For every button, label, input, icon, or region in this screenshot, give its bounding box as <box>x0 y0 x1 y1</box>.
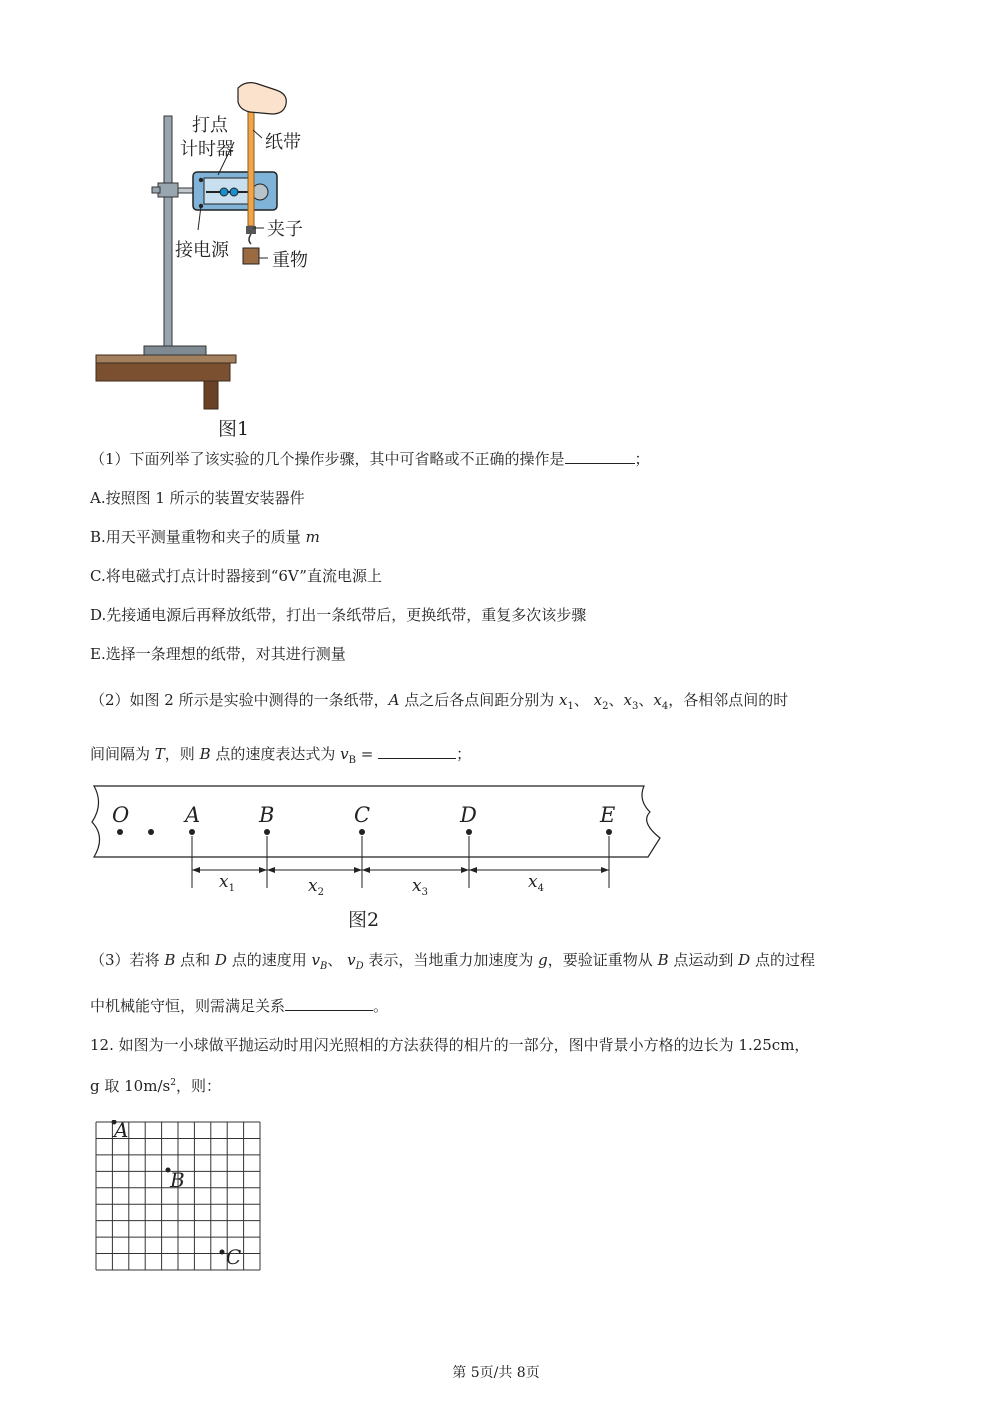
q3-text-f: 点运动到 <box>668 951 739 969</box>
q2-text-d: 间间隔为 <box>90 745 155 763</box>
tape-label-b: B <box>259 803 275 827</box>
figure-1-caption: 图1 <box>218 418 250 440</box>
q12-line2 <box>90 1073 221 1096</box>
q1-option-b <box>90 527 320 547</box>
sep: 、 <box>638 691 654 709</box>
q3-text-b: 点和 <box>175 951 215 969</box>
grid-label-c: C <box>226 1245 242 1269</box>
q3-suffix: 。 <box>373 997 389 1015</box>
q1-option-c: C.将电磁式打点计时器接到“6V”直流电源上 <box>90 567 382 585</box>
v-symbol: v <box>340 745 349 763</box>
q3-line1 <box>90 950 815 977</box>
tape-dot-d <box>466 829 472 835</box>
figure-2-tape <box>88 782 668 892</box>
q2-text-f: 点的速度表达式为 <box>210 745 341 763</box>
x-symbol: x <box>219 872 229 892</box>
x-symbol: x <box>308 876 318 896</box>
x-symbol: x <box>559 691 568 709</box>
x-symbol: x <box>593 691 603 709</box>
label-clip: 夹子 <box>267 219 303 240</box>
tape-dot-o <box>117 829 123 835</box>
q3-text-c: 点的速度用 <box>226 951 312 969</box>
x-sub-3: 3 <box>421 887 428 898</box>
tape-label-c: C <box>354 803 371 827</box>
label-weight: 重物 <box>272 250 308 271</box>
q3-text-g: 点的过程 <box>750 951 815 969</box>
q1-option-d: D.先接通电源后再释放纸带，打出一条纸带后，更换纸带，重复多次该步骤 <box>90 606 587 624</box>
gravity-symbol: g <box>538 951 548 969</box>
q1-prompt <box>90 449 650 469</box>
label-timer <box>180 114 234 162</box>
q3-point-b: B <box>657 951 669 969</box>
q2-line2 <box>90 744 471 771</box>
q12-text-b: ，则： <box>175 1077 221 1095</box>
segment-label-x2 <box>308 876 324 898</box>
tape-outline <box>92 786 660 857</box>
q3-point-d: D <box>738 951 751 969</box>
q3-point-d: D <box>214 951 227 969</box>
period-symbol: T <box>154 745 165 763</box>
segment-label-x3 <box>412 876 428 898</box>
q1-suffix: ； <box>634 450 650 468</box>
v-symbol: v <box>347 951 356 969</box>
tape-dot-a <box>189 829 195 835</box>
x-symbol: x <box>653 691 662 709</box>
weight-block <box>243 248 259 264</box>
tape-dot-e <box>606 829 612 835</box>
tape-label-e: E <box>600 803 616 827</box>
table-leg <box>204 381 218 409</box>
hand-icon <box>238 83 286 114</box>
stand-base <box>144 346 206 355</box>
q1-option-e: E.选择一条理想的纸带，对其进行测量 <box>90 645 346 663</box>
q1-option-a: A.按照图 1 所示的装置安装器件 <box>90 489 305 507</box>
tape-dot-c <box>359 829 365 835</box>
tape-dot-extra <box>148 829 154 835</box>
table-edge <box>96 363 230 381</box>
tape-label-d: D <box>460 803 477 827</box>
q3-text-d: 表示，当地重力加速度为 <box>363 951 539 969</box>
q2-text-b: 点之后各点间距分别为 <box>399 691 560 709</box>
q12-sup: 2 <box>170 1078 176 1088</box>
label-tape: 纸带 <box>265 132 301 153</box>
x-sub-4: 4 <box>537 883 544 894</box>
q3-text-a: （3）若将 <box>90 951 165 969</box>
grid-label-a: A <box>114 1118 129 1142</box>
x-symbol: x <box>528 872 538 892</box>
q2-point-a: A <box>388 691 400 709</box>
q2-text-a: （2）如图 2 所示是实验中测得的一条纸带， <box>90 691 389 709</box>
q2-suffix: ； <box>456 745 472 763</box>
q3-text-h: 中机械能守恒，则需满足关系 <box>90 997 286 1015</box>
q1-answer-blank[interactable] <box>565 449 635 464</box>
q2-answer-blank[interactable] <box>378 744 456 759</box>
sep: 、 <box>327 951 343 969</box>
q3-point-b: B <box>164 951 176 969</box>
q3-line2 <box>90 996 388 1016</box>
q12-text-a: g 取 10m/s <box>90 1077 171 1095</box>
grid-dot-c <box>220 1250 225 1255</box>
figure-2-caption: 图2 <box>348 909 380 931</box>
q2-text-c: ，各相邻点间的时 <box>668 691 789 709</box>
sep: 、 <box>573 691 589 709</box>
q2-line1 <box>90 690 788 717</box>
tape-label-o: O <box>112 803 130 827</box>
mass-symbol: m <box>305 528 320 546</box>
label-power: 接电源 <box>175 240 229 261</box>
table-top <box>96 355 236 363</box>
q12-line1: 12. 如图为一小球做平抛运动时用闪光照相的方法获得的相片的一部分，图中背景小方格的边长为 1.25cm， <box>90 1036 810 1054</box>
stand-pole <box>164 116 172 346</box>
v-sub-d: D <box>355 961 364 972</box>
x-sub-1: 1 <box>228 883 235 894</box>
equals: = <box>356 745 379 763</box>
x-sub-1: 1 <box>567 701 574 712</box>
sep: 、 <box>608 691 624 709</box>
x-sub-2: 2 <box>317 887 324 898</box>
q1-prompt-text: （1）下面列举了该实验的几个操作步骤，其中可省略或不正确的操作是 <box>90 450 565 468</box>
v-sub-b: B <box>348 755 356 766</box>
q3-answer-blank[interactable] <box>285 996 373 1011</box>
v-symbol: v <box>311 951 320 969</box>
segment-label-x1 <box>219 872 235 894</box>
q3-text-e: ，要验证重物从 <box>547 951 658 969</box>
x-symbol: x <box>623 691 632 709</box>
v-sub-b: B <box>319 961 328 972</box>
x-symbol: x <box>412 876 422 896</box>
x-sub-3: 3 <box>631 701 639 712</box>
page-footer: 第 5页/共 8页 <box>452 1365 540 1381</box>
q2-text-e: ，则 <box>164 745 200 763</box>
tape-label-a: A <box>185 803 201 827</box>
x-sub-4: 4 <box>661 701 669 712</box>
q2-point-b: B <box>199 745 211 763</box>
tape-dot-b <box>264 829 270 835</box>
label-timer-line2: 计时器 <box>180 139 234 160</box>
segment-label-x4 <box>528 872 544 894</box>
q1-option-b-text: B.用天平测量重物和夹子的质量 <box>90 528 301 546</box>
x-sub-2: 2 <box>602 701 609 712</box>
label-timer-line1: 打点 <box>192 115 228 136</box>
grid-label-b: B <box>170 1168 185 1192</box>
